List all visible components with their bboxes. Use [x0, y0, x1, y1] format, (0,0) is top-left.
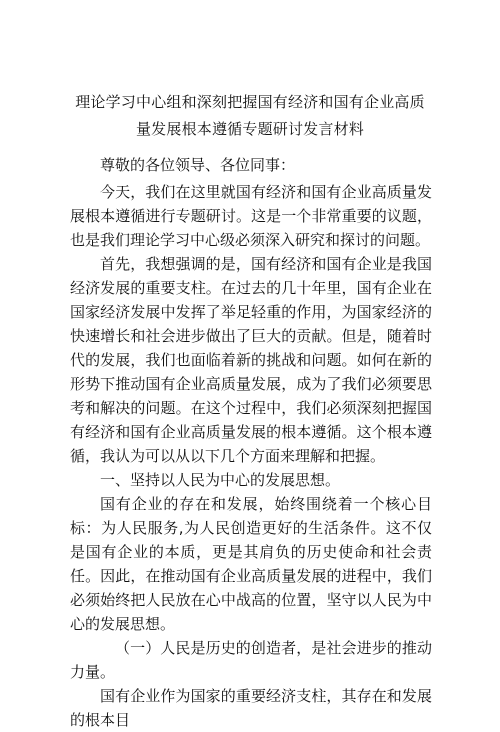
salutation: 尊敬的各位领导、各位同事：	[100, 156, 296, 174]
document-body	[70, 153, 432, 732]
section-heading-1: 一、坚持以人民为中心的发展思想。	[100, 471, 341, 489]
paragraph-section-1: 国有企业的存在和发展，始终围绕着一个核心目标：为人民服务,为人民创造更好的生活条件。这不仅是国有企业的本质，更是其肩负的历史使命和社会责任。因此，在推动国有企业高质量发展的进程中，我们必须始终把人民放在心中战高的位置，坚守以人民为中心的发展思想。	[70, 495, 432, 633]
document-title	[60, 89, 440, 143]
subsection-heading-1: （一）人民是历史的创造者，是社会进步的推动力量。	[70, 639, 432, 681]
paragraph-intro: 今天，我们在这里就国有经济和国有企业高质量发展根本遵循进行专题研讨。这是一个非常重要的议题，也是我们理论学习中心级必须深入研究和探讨的问题。	[70, 183, 432, 249]
title-line-1: 理论学习中心组和深刻把握国有经济和国有企业高质	[75, 93, 425, 111]
paragraph-first-point: 首先，我想强调的是，国有经济和国有企业是我国经济发展的重要支柱。在过去的几十年里，国有企业在国家经济发展中发挥了举足轻重的作用，为国家经济的快速增长和社会进步做出了巨大的贡献。但是，随着时代的发展，我们也面临着新的挑战和问题。如何在新的形势下推动国有企业高质量发展，成为了我们必须要思考和解决的问题。在这个过程中，我们必须深刻把握国有经济和国有企业高质量发展的根本遵循。这个根本遵循，我认为可以从以下几个方面来理解和把握。	[70, 255, 432, 465]
paragraph-subsection-1: 国有企业作为国家的重要经济支柱，其存在和发展的根本目	[70, 687, 432, 729]
title-line-2: 量发展根本遵循专题研讨发言材料	[135, 120, 364, 138]
